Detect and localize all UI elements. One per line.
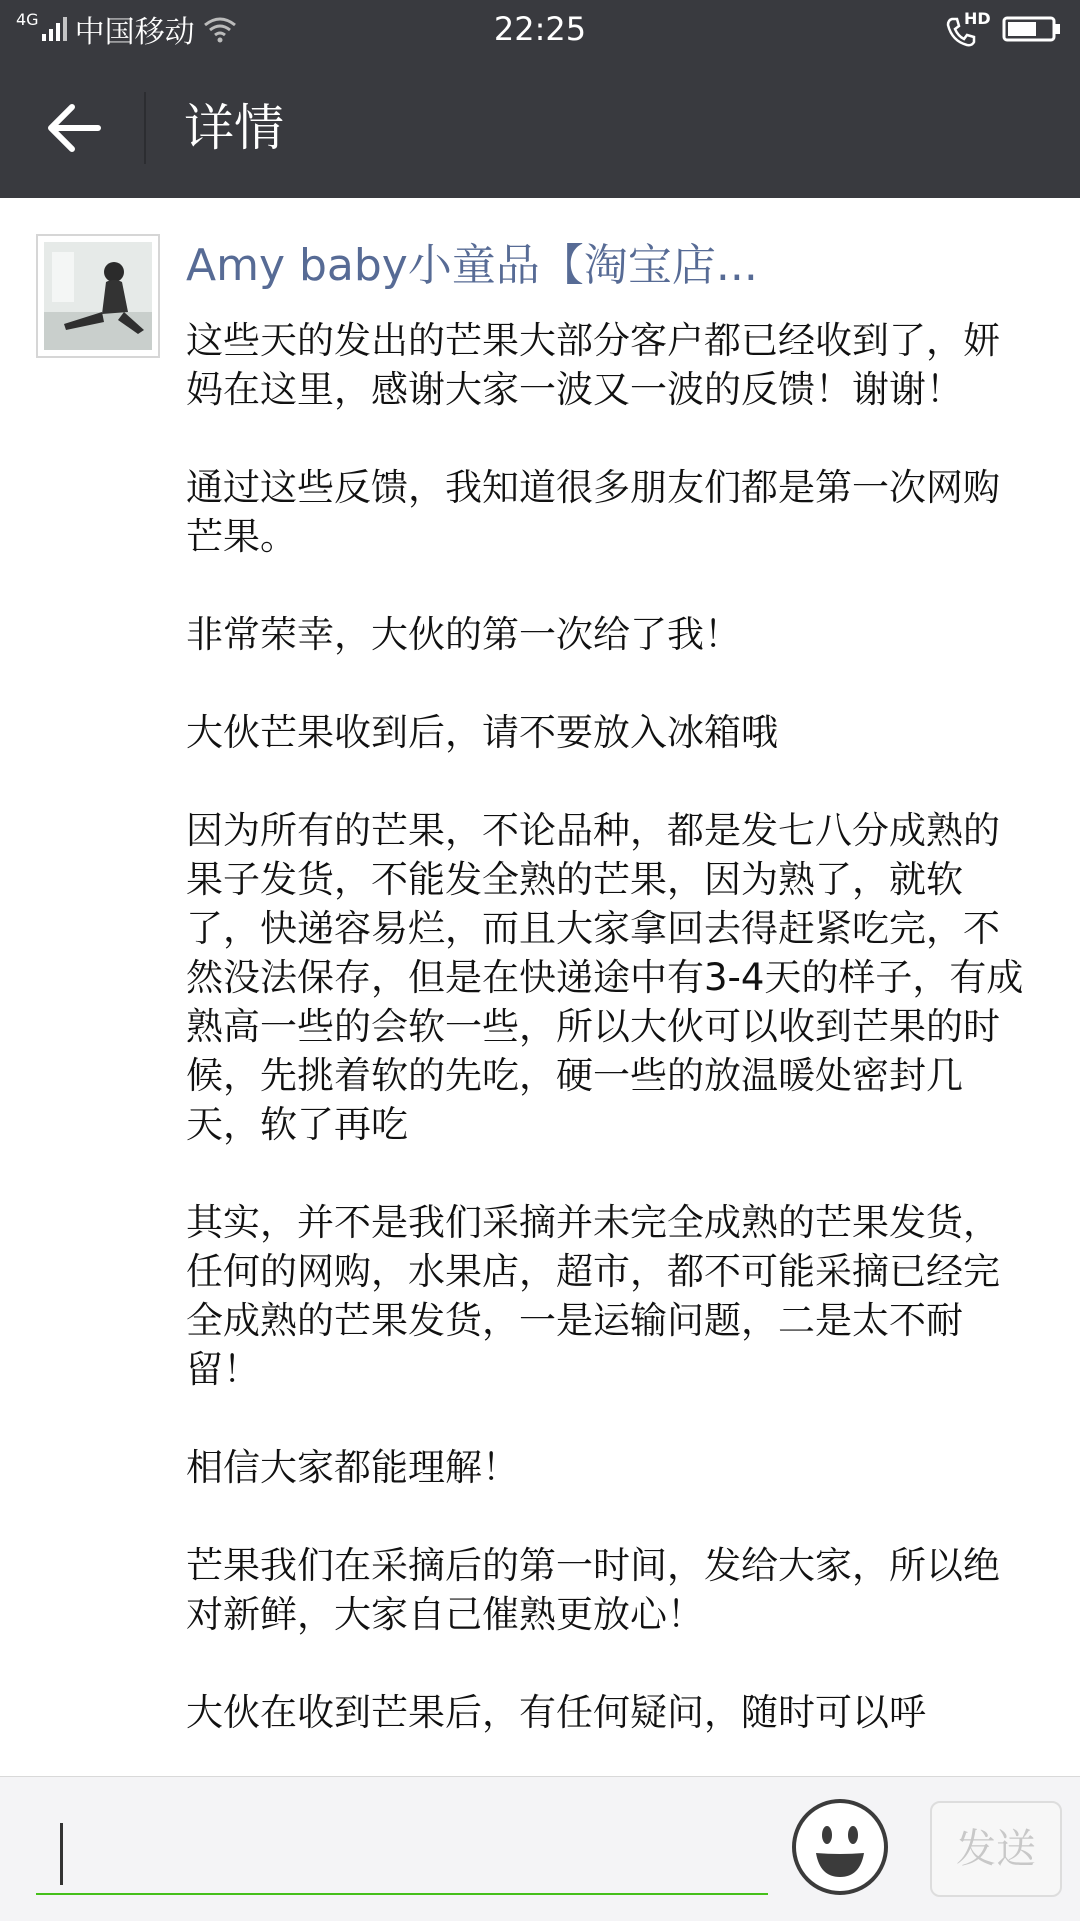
smiley-face-icon xyxy=(790,1797,890,1897)
back-button[interactable] xyxy=(42,96,106,160)
post-detail xyxy=(0,198,1080,1776)
post-paragraph: 其实，并不是我们采摘并未完全成熟的芒果发货，任何的网购，水果店，超市，都不可能采摘已经完全成熟的芒果发货，一是运输问题，二是太不耐留！ xyxy=(186,1201,1000,1391)
avatar-photo xyxy=(44,242,152,350)
battery-icon xyxy=(1002,14,1062,44)
nav-divider xyxy=(144,92,146,164)
post-paragraph: 大伙芒果收到后，请不要放入冰箱哦 xyxy=(186,711,778,754)
network-type: 4G xyxy=(16,9,39,29)
input-underline xyxy=(36,1893,768,1895)
page-title: 详情 xyxy=(184,99,284,157)
arrow-left-icon xyxy=(42,96,106,160)
hd-call-icon xyxy=(944,9,991,47)
post-paragraph: 因为所有的芒果，不论品种，都是发七八分成熟的果子发货，不能发全熟的芒果，因为熟了，就软了，快递容易烂，而且大家拿回去得赶紧吃完，不然没法保存，但是在快递途中有3-4天的样子，有成熟高一些的会软一些，所以大伙可以收到芒果的时候，先挑着软的先吃，硬一些的放温暖处密封几天，软了再吃 xyxy=(186,809,1024,1146)
post-paragraph: 大伙在收到芒果后，有任何疑问，随时可以呼 xyxy=(186,1691,926,1734)
avatar[interactable] xyxy=(36,234,160,358)
carrier-name: 中国移动 xyxy=(74,15,195,50)
emoji-button[interactable] xyxy=(790,1797,890,1897)
post-paragraph: 相信大家都能理解！ xyxy=(186,1446,519,1489)
hd-badge: HD xyxy=(964,9,991,28)
comment-input-bar xyxy=(0,1776,1080,1921)
post-paragraph: 非常荣幸，大伙的第一次给了我！ xyxy=(186,613,741,656)
status-bar xyxy=(0,0,1080,58)
text-caret xyxy=(60,1823,63,1885)
send-button[interactable]: 发送 xyxy=(930,1801,1062,1897)
post-body xyxy=(186,316,1036,1776)
post-paragraph: 这些天的发出的芒果大部分客户都已经收到了，妍妈在这里，感谢大家一波又一波的反馈！谢谢！ xyxy=(186,319,1000,411)
comment-input[interactable] xyxy=(36,1819,768,1879)
nav-bar xyxy=(0,58,1080,198)
status-right xyxy=(944,8,1062,50)
status-time: 22:25 xyxy=(493,10,587,48)
post-paragraph: 通过这些反馈，我知道很多朋友们都是第一次网购芒果。 xyxy=(186,466,1000,558)
post-paragraph: 芒果我们在采摘后的第一时间，发给大家，所以绝对新鲜，大家自己催熟更放心！ xyxy=(186,1544,1000,1636)
author-name[interactable]: Amy baby小童品【淘宝店... xyxy=(186,240,758,291)
